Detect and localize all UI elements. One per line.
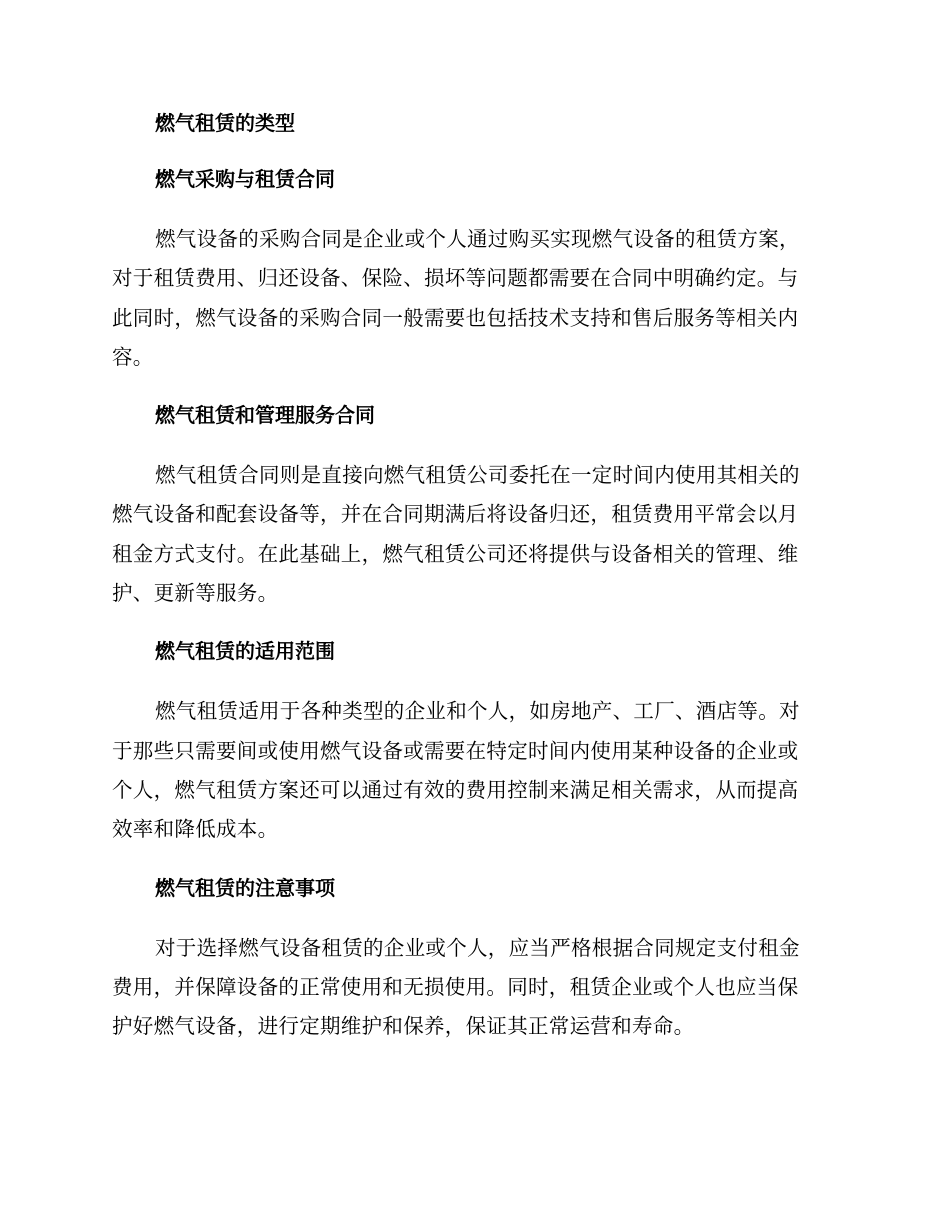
- paragraph-line: 容。: [112, 344, 154, 369]
- section-heading-management: 燃气租赁和管理服务合同: [155, 403, 375, 428]
- section-paragraph-notes: [112, 929, 830, 1047]
- section-heading-scope: 燃气租赁的适用范围: [155, 639, 335, 664]
- paragraph-line: 护、更新等服务。: [112, 581, 279, 606]
- section-heading-procurement: 燃气采购与租赁合同: [155, 167, 335, 191]
- paragraph-line: 租金方式支付。在此基础上，燃气租赁公司还将提供与设备相关的管理、维: [112, 541, 799, 566]
- paragraph-line: 燃气设备的采购合同是企业或个人通过购买实现燃气设备的租赁方案，: [155, 227, 800, 251]
- paragraph-line: 于那些只需要间或使用燃气设备或需要在特定时间内使用某种设备的企业或: [112, 738, 799, 763]
- paragraph-line: 对于选择燃气设备租赁的企业或个人，应当严格根据合同规定支付租金: [155, 935, 800, 960]
- section-paragraph-scope: [112, 692, 830, 849]
- paragraph-line: 护好燃气设备，进行定期维护和保养，保证其正常运营和寿命。: [112, 1014, 695, 1039]
- document-body: [112, 108, 830, 1069]
- document-title: 燃气租赁的类型: [155, 111, 295, 135]
- paragraph-line: 个人，燃气租赁方案还可以通过有效的费用控制来满足相关需求，从而提高: [112, 777, 799, 802]
- paragraph-line: 燃气租赁合同则是直接向燃气租赁公司委托在一定时间内使用其相关的: [155, 463, 800, 488]
- paragraph-line: 对于租赁费用、归还设备、保险、损坏等问题都需要在合同中明确约定。与: [112, 266, 799, 291]
- section-paragraph-management: [112, 456, 830, 613]
- paragraph-line: 燃气设备和配套设备等，并在合同期满后将设备归还，租赁费用平常会以月: [112, 502, 799, 527]
- section-paragraph-procurement: [112, 220, 830, 377]
- section-heading-notes: 燃气租赁的注意事项: [155, 875, 335, 900]
- paragraph-line: 燃气租赁适用于各种类型的企业和个人，如房地产、工厂、酒店等。对: [155, 699, 800, 724]
- paragraph-line: 费用，并保障设备的正常使用和无损使用。同时，租赁企业或个人也应当保: [112, 974, 799, 999]
- paragraph-line: 效率和降低成本。: [112, 817, 279, 842]
- paragraph-line: 此同时，燃气设备的采购合同一般需要也包括技术支持和售后服务等相关内: [112, 305, 799, 330]
